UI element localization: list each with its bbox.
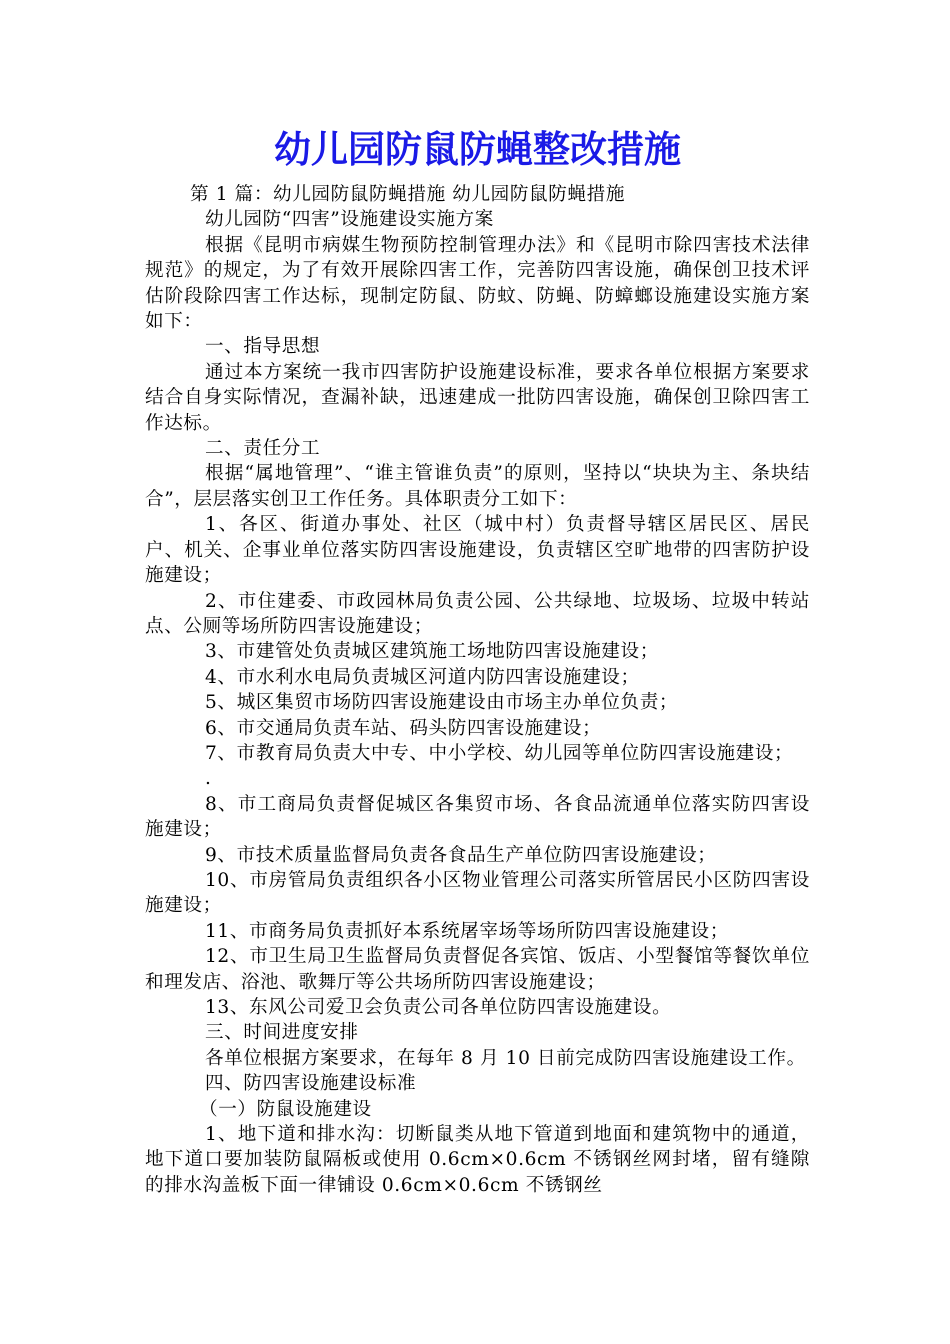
plan-title: 幼儿园防“四害”设施建设实施方案 <box>205 209 494 231</box>
list-item: 1、各区、街道办事处、社区（城中村）负责督导辖区居民区、居民户、机关、企事业单位落实防四害设施建设，负责辖区空旷地带的四害防护设施建设； <box>145 514 810 587</box>
list-item: 10、市房管局负责组织各小区物业管理公司落实所管居民小区防四害设施建设； <box>145 869 810 917</box>
paragraph: 根据《昆明市病媒生物预防控制管理办法》和《昆明市除四害技术法律规范》的规定，为了有效开展除四害工作，完善防四害设施，确保创卫技术评估阶段除四害工作达标，现制定防鼠、防蚊、防蝇、防蟑螂设施建设实施方案如下： <box>145 234 810 333</box>
list-item: 4、市水利水电局负责城区河道内防四害设施建设； <box>205 666 640 688</box>
subheading: 三、时间进度安排 <box>205 1022 359 1044</box>
subheading: 四、防四害设施建设标准 <box>205 1073 417 1095</box>
document-title: 幼儿园防鼠防蝇整改措施 <box>274 128 681 171</box>
list-item: 7、市教育局负责大中专、中小学校、幼儿园等单位防四害设施建设； <box>205 742 794 764</box>
list-item: 13、东风公司爱卫会负责公司各单位防四害设施建设。 <box>205 997 672 1018</box>
document-page <box>145 118 810 1198</box>
paragraph: 根据“属地管理”、“谁主管谁负责”的原则，坚持以“块块为主、条块结合”，层层落实创卫工作任务。具体职责分工如下： <box>145 463 810 510</box>
section-heading: 第 1 篇：幼儿园防鼠防蝇措施 幼儿园防鼠防蝇措施 <box>190 184 626 205</box>
list-item: 11、市商务局负责抓好本系统屠宰场等场所防四害设施建设； <box>205 920 729 942</box>
list-item: 2、市住建委、市政园林局负责公园、公共绿地、垃圾场、垃圾中转站点、公厕等场所防四害设施建设； <box>145 590 810 637</box>
dot-line: . <box>205 768 212 790</box>
list-item: 12、市卫生局卫生监督局负责督促各宾馆、饭店、小型餐馆等餐饮单位和理发店、浴池、歌舞厅等公共场所防四害设施建设； <box>145 946 810 993</box>
list-item: 6、市交通局负责车站、码头防四害设施建设； <box>205 717 602 739</box>
list-item: 5、城区集贸市场防四害设施建设由市场主办单位负责； <box>205 692 679 714</box>
list-item: 3、市建管处负责城区建筑施工场地防四害设施建设； <box>205 641 659 663</box>
list-item: 9、市技术质量监督局负责各食品生产单位防四害设施建设； <box>205 844 717 866</box>
subheading: （一）防鼠设施建设 <box>199 1098 372 1120</box>
paragraph: 各单位根据方案要求，在每年 8 月 10 日前完成防四害设施建设工作。 <box>205 1047 806 1069</box>
paragraph: 通过本方案统一我市四害防护设施建设标准，要求各单位根据方案要求结合自身实际情况，查漏补缺，迅速建成一批防四害设施，确保创卫除四害工作达标。 <box>145 361 810 434</box>
subheading: 一、指导思想 <box>205 336 321 358</box>
subheading: 二、责任分工 <box>205 438 321 460</box>
paragraph: 1、地下道和排水沟：切断鼠类从地下管道到地面和建筑物中的通道，地下道口要加装防鼠隔板或使用 0.6cm×0.6cm 不锈钢丝网封堵，留有缝隙的排水沟盖板下面一律铺设 0.6cm×0.6cm 不锈钢丝 <box>145 1124 810 1196</box>
list-item: 8、市工商局负责督促城区各集贸市场、各食品流通单位落实防四害设施建设； <box>145 793 810 841</box>
